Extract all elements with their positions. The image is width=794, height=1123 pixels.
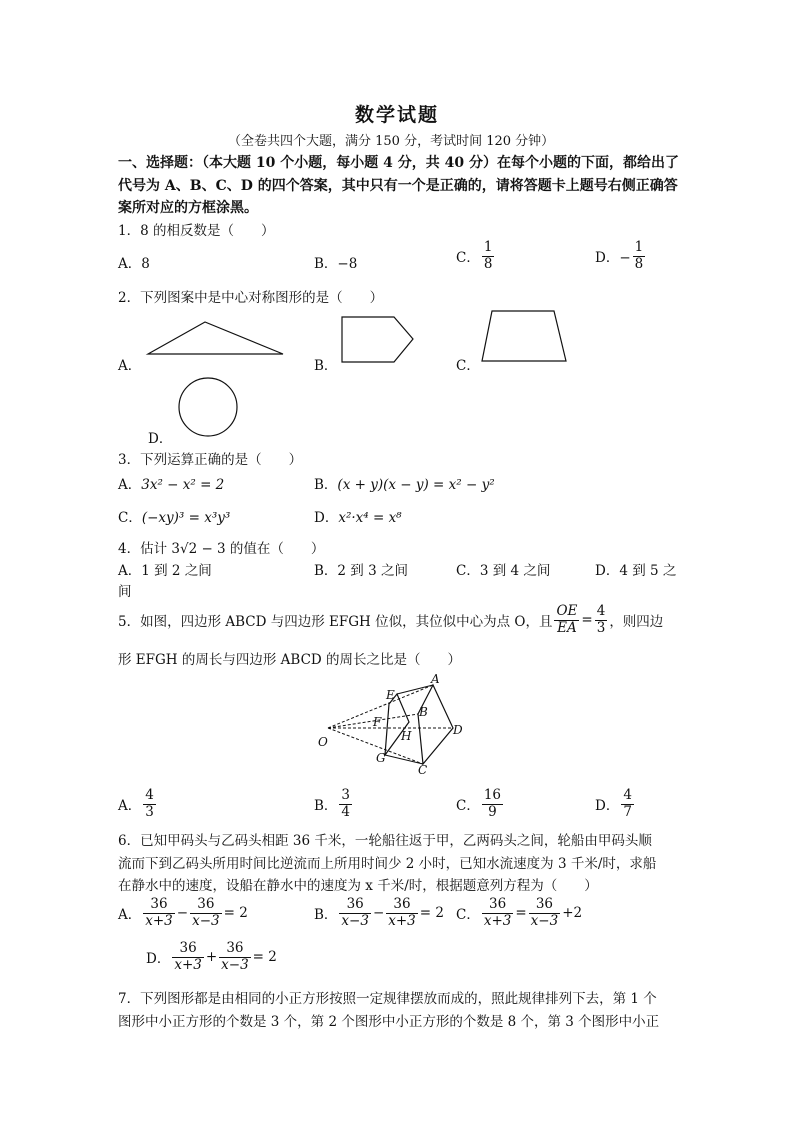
q6-c-eq: = <box>515 905 527 922</box>
q5-option-b <box>314 788 354 820</box>
q5-label-a: A <box>431 672 440 686</box>
q4-option-a: A．1 到 2 之间 <box>118 563 212 579</box>
q5-stem-a: 5．如图，四边形 ABCD 与四边形 EFGH 位似，其位似中心为点 O，且 <box>118 614 553 631</box>
q6-stem-line3: 在静水中的速度，设船在静水中的速度为 x 千米/时，根据题意列方程为（ ） <box>118 878 598 894</box>
q7-stem-line1: 7．下列图形都是由相同的小正方形按照一定规律摆放而成的，照此规律排列下去，第 1 个 <box>118 991 657 1007</box>
q1-d-num: 1 <box>634 239 644 255</box>
q2-option-d: D． <box>148 431 173 447</box>
q5-a-fraction <box>143 788 156 820</box>
q5-label-b: B <box>419 705 428 719</box>
q6-c-frac2-num: 36 <box>529 897 561 914</box>
q5-value-den: 3 <box>596 619 606 636</box>
q3-c-label: C． <box>118 510 142 526</box>
q3-option-d <box>314 506 402 526</box>
q6-d-frac1-den: x+3 <box>174 956 202 973</box>
q6-option-c <box>456 897 582 929</box>
q6-b-label: B． <box>314 907 338 924</box>
q5-c-label: C． <box>456 798 480 815</box>
q4-option-c: C．3 到 4 之间 <box>456 563 551 579</box>
q6-d-op: + <box>205 949 218 966</box>
q5-c-fraction <box>482 788 503 820</box>
q4-stem: 4．估计 3√2 − 3 的值在（ ） <box>118 541 325 557</box>
q5-d-num: 4 <box>623 787 632 803</box>
q6-d-frac2 <box>219 941 251 973</box>
q5-a-num: 4 <box>145 787 154 803</box>
q6-c-frac1 <box>482 897 514 929</box>
q2-option-a: A． <box>118 358 142 374</box>
q6-c-rhs: +2 <box>562 905 583 922</box>
q3-d-label: D． <box>314 510 339 526</box>
q5-label-c: C <box>418 763 428 777</box>
q5-b-fraction <box>339 788 352 820</box>
q6-a-frac1 <box>143 897 175 929</box>
q5-value-num: 4 <box>596 603 606 619</box>
q2-stem: 2．下列图案中是中心对称图形的是（ ） <box>118 290 384 306</box>
q5-c-den: 9 <box>488 803 497 820</box>
q5-d-label: D． <box>595 798 620 815</box>
q3-a-expr: 3x² − x² = 2 <box>141 477 225 493</box>
q6-b-frac1-den: x−3 <box>341 912 369 929</box>
q5-ratio-num: OE <box>556 603 578 619</box>
q1-d-fraction <box>633 240 646 272</box>
q1-c-label: C． <box>456 250 480 267</box>
q6-b-frac1 <box>339 897 371 929</box>
q5-ratio-fraction <box>554 604 579 636</box>
q6-d-frac1 <box>172 941 204 973</box>
section-instruction-2: 代号为 A、B、C、D 的四个答案，其中只有一个是正确的，请将答题卡上题号右侧正确答 <box>118 178 678 194</box>
q6-a-frac1-num: 36 <box>143 897 175 914</box>
q5-d-fraction <box>621 788 634 820</box>
q5-label-o: O <box>318 735 328 749</box>
exam-info: （全卷共四个大题，满分 150 分，考试时间 120 分钟） <box>228 134 555 149</box>
q6-option-a <box>118 897 248 929</box>
q3-b-label: B． <box>314 477 338 493</box>
q6-c-frac2-den: x−3 <box>530 912 559 929</box>
q1-d-label: D．− <box>595 250 631 267</box>
q6-a-frac2-den: x−3 <box>192 912 220 929</box>
q2-triangle-figure <box>140 318 290 360</box>
q6-b-frac2-den: x+3 <box>388 912 416 929</box>
q5-value-fraction <box>595 604 608 636</box>
q1-option-d <box>595 240 647 272</box>
q6-option-d <box>146 941 277 973</box>
q3-d-expr: x²·x⁴ = x⁸ <box>338 510 402 526</box>
q5-homothety-figure <box>318 672 468 778</box>
q6-a-op: − <box>176 905 189 922</box>
q5-label-f: F <box>373 715 382 729</box>
q6-a-rhs: = 2 <box>223 905 248 922</box>
q6-b-rhs: = 2 <box>419 905 444 922</box>
q6-d-label: D． <box>146 951 171 968</box>
q1-c-fraction <box>482 240 495 272</box>
q6-d-frac2-num: 36 <box>219 941 251 958</box>
q5-label-h: H <box>401 729 412 743</box>
q5-b-num: 3 <box>341 787 351 803</box>
q2-option-b: B． <box>314 358 338 374</box>
q5-b-den: 4 <box>341 803 351 820</box>
q1-c-den: 8 <box>483 255 493 272</box>
q5-eq: = <box>581 612 593 629</box>
page-title: 数学试题 <box>355 104 440 126</box>
q3-stem: 3．下列运算正确的是（ ） <box>118 452 303 468</box>
q5-a-label: A． <box>118 798 142 815</box>
q6-a-label: A． <box>118 907 142 924</box>
q6-a-frac1-den: x+3 <box>145 912 173 929</box>
q6-a-frac2-num: 36 <box>190 897 222 914</box>
section-instruction-3: 案所对应的方框涂黑。 <box>118 200 258 216</box>
q5-large-quad <box>418 685 453 764</box>
q3-option-b <box>314 473 495 493</box>
q4-option-b: B．2 到 3 之间 <box>314 563 408 579</box>
q3-b-expr: (x + y)(x − y) = x² − y² <box>337 477 495 493</box>
q2-trapezoid-figure <box>478 308 570 366</box>
q6-b-frac2-num: 36 <box>386 897 418 914</box>
q6-c-frac1-num: 36 <box>482 897 514 914</box>
q6-b-op: − <box>372 905 385 922</box>
q6-option-b <box>314 897 444 929</box>
q5-stem-b: ，则四边 <box>609 614 664 631</box>
q5-b-label: B． <box>314 798 338 815</box>
q4-option-d-wrap: 间 <box>118 584 132 600</box>
q1-stem: 1．8 的相反数是（ ） <box>118 223 275 239</box>
q3-a-label: A． <box>118 477 142 493</box>
q3-c-expr: (−xy)³ = x³y³ <box>141 510 231 526</box>
section-heading: 一、选择题：（本大题 10 个小题，每小题 4 分，共 40 分）在每个小题的下面，都给出了 <box>118 155 679 171</box>
q1-option-c <box>456 240 496 272</box>
q5-label-d: D <box>453 723 463 737</box>
q5-c-num: 16 <box>483 787 502 803</box>
q4-option-d: D．4 到 5 之 <box>595 563 677 579</box>
q6-c-label: C． <box>456 907 480 924</box>
q5-a-den: 3 <box>145 803 154 820</box>
q5-stem-line2: 形 EFGH 的周长与四边形 ABCD 的周长之比是（ ） <box>118 652 462 668</box>
q1-d-den: 8 <box>634 255 644 272</box>
q5-stem-line1 <box>118 604 663 636</box>
q6-c-frac1-den: x+3 <box>483 912 512 929</box>
q6-d-rhs: = 2 <box>252 949 277 966</box>
q5-option-d <box>595 788 636 820</box>
q6-b-frac1-num: 36 <box>339 897 371 914</box>
q6-c-frac2 <box>529 897 561 929</box>
q2-option-c: C． <box>456 358 480 374</box>
q5-option-a <box>118 788 158 820</box>
q5-option-c <box>456 788 505 820</box>
q1-option-a: A．8 <box>118 256 150 272</box>
q7-stem-line2: 图形中小正方形的个数是 3 个，第 2 个图形中小正方形的个数是 8 个，第 3 个图形中小正 <box>118 1014 660 1030</box>
q5-label-e: E <box>386 688 395 702</box>
q1-c-num: 1 <box>483 239 493 255</box>
q6-d-frac2-den: x−3 <box>221 956 249 973</box>
q5-d-den: 7 <box>623 803 632 820</box>
q5-label-g: G <box>376 751 386 765</box>
q6-b-frac2 <box>386 897 418 929</box>
q6-d-frac1-num: 36 <box>172 941 204 958</box>
q6-stem-line2: 流而下到乙码头所用时间比逆流而上所用时间少 2 小时，已知水流速度为 3 千米/时，求船 <box>118 856 657 872</box>
q2-pentagon-figure <box>338 314 418 366</box>
q3-option-c <box>118 506 230 526</box>
q5-ratio-den: EA <box>557 619 577 636</box>
q2-circle-figure <box>172 374 244 438</box>
q1-option-b: B．−8 <box>314 256 358 272</box>
q6-a-frac2 <box>190 897 222 929</box>
q3-option-a <box>118 473 224 493</box>
q6-stem-line1: 6．已知甲码头与乙码头相距 36 千米，一轮船往返于甲，乙两码头之间，轮船由甲码头顺 <box>118 833 652 849</box>
